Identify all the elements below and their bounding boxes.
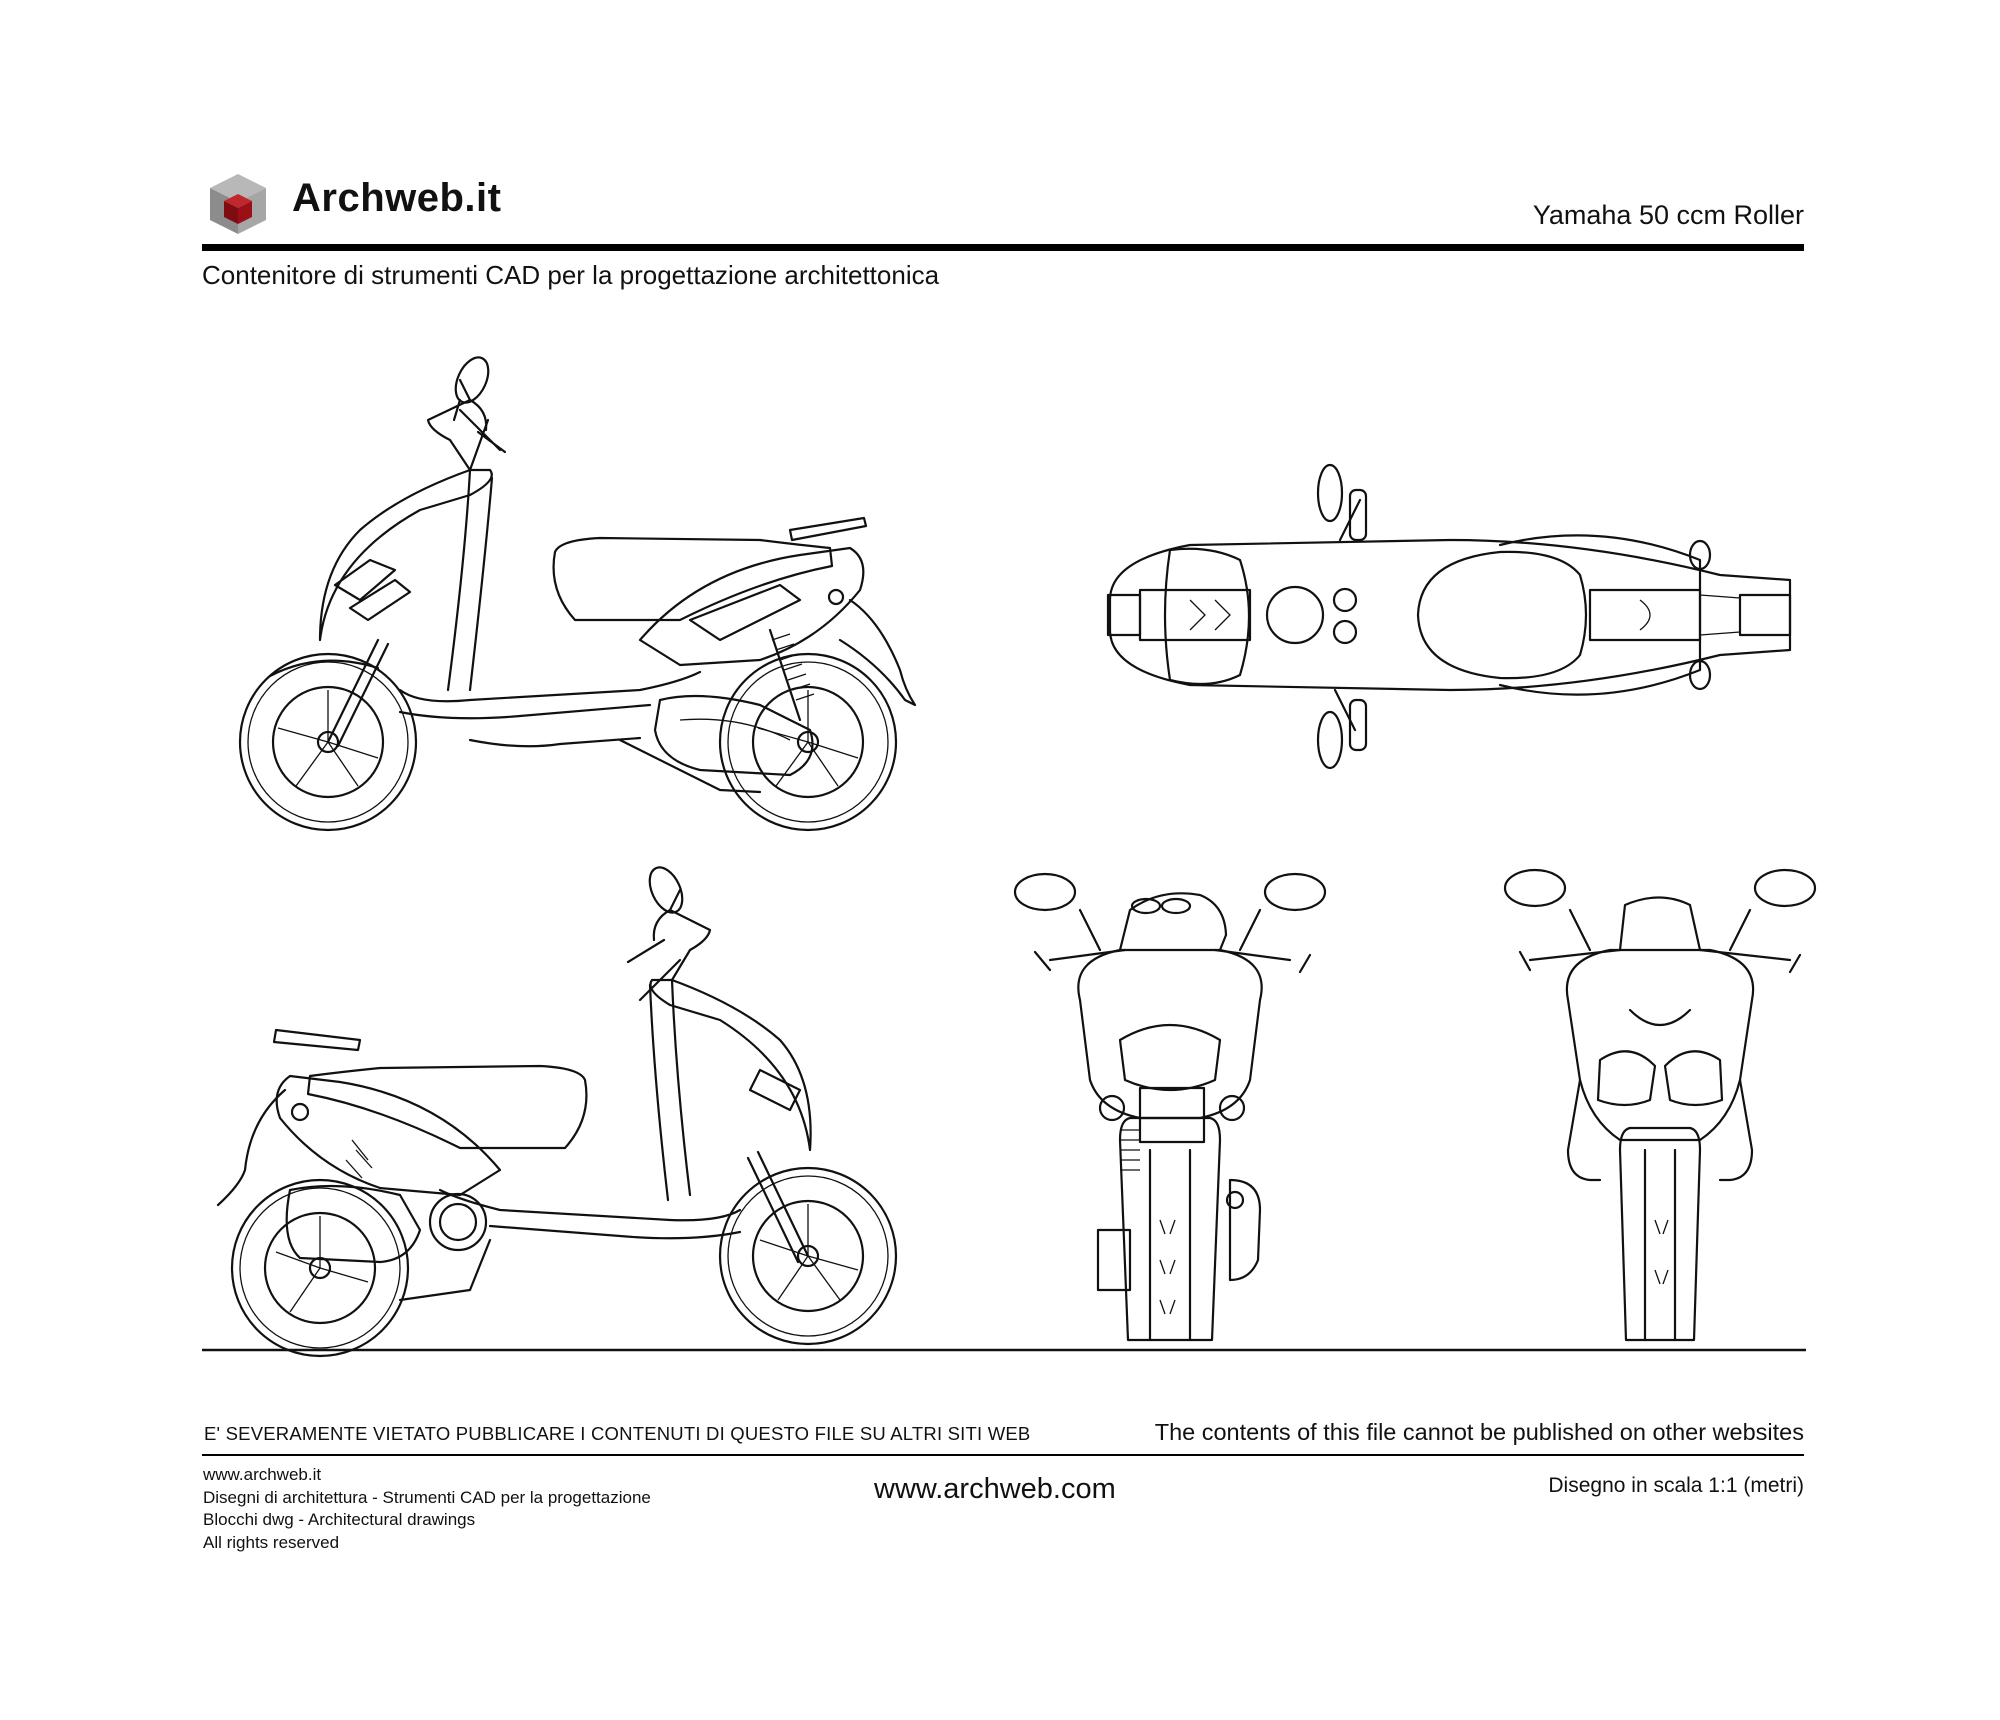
side-view-left — [240, 352, 915, 830]
notice-italian: E' SEVERAMENTE VIETATO PUBBLICARE I CONTENUTI DI QUESTO FILE SU ALTRI SITI WEB — [204, 1423, 1031, 1444]
footer-line-website[interactable]: www.archweb.it — [203, 1465, 322, 1484]
footer-line-blocchi: Blocchi dwg - Architectural drawings — [203, 1510, 476, 1529]
footer-website-link[interactable]: www.archweb.com — [874, 1473, 1116, 1505]
front-view — [1505, 870, 1815, 1340]
page-subtitle: Contenitore di strumenti CAD per la progettazione architettonica — [202, 260, 940, 290]
drawing-title: Yamaha 50 ccm Roller — [1532, 200, 1804, 230]
scale-note: Disegno in scala 1:1 (metri) — [1548, 1474, 1804, 1497]
notice-english: The contents of this file cannot be published on other websites — [1154, 1419, 1804, 1445]
footer-line-rights: All rights reserved — [203, 1532, 340, 1552]
footer-line-disegni: Disegni di architettura - Strumenti CAD per la progettazione — [203, 1487, 651, 1507]
rear-view — [1015, 874, 1325, 1340]
brand-logo-text: Archweb.it — [292, 176, 502, 220]
top-view — [1108, 465, 1790, 768]
footer-credits — [203, 1464, 651, 1554]
side-view-right — [218, 862, 896, 1356]
footer-divider — [202, 1454, 1804, 1456]
